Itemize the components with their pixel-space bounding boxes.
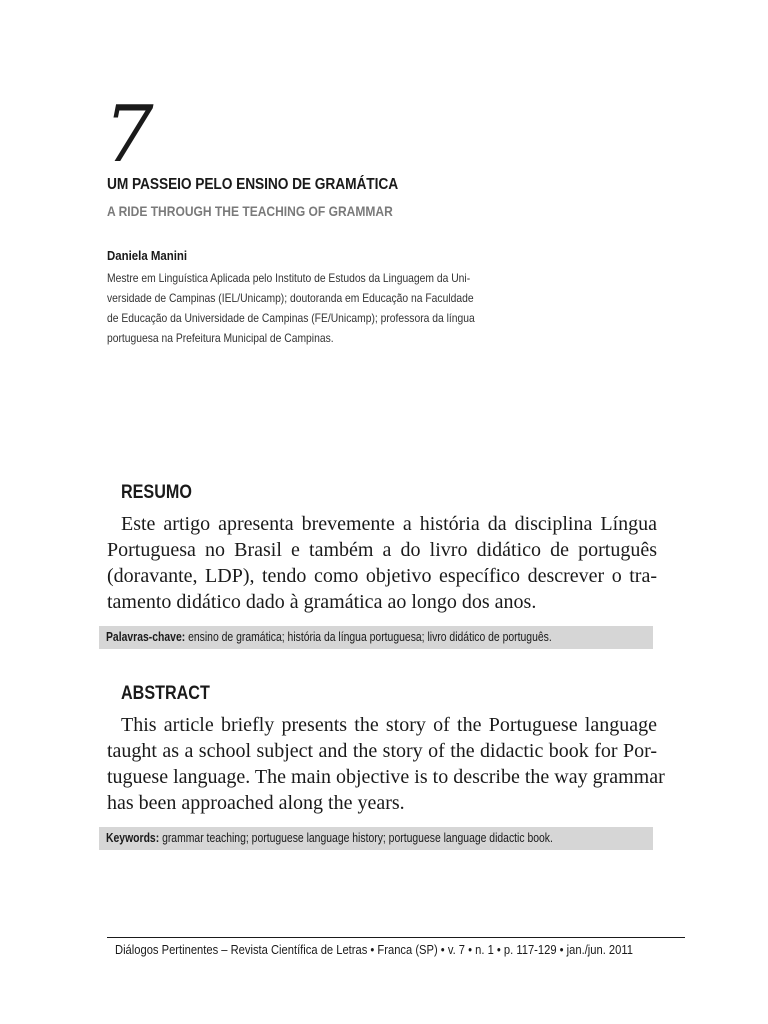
keywords-text: grammar teaching; portuguese language history; portuguese language didactic book. — [159, 830, 553, 845]
affiliation-line: versidade de Campinas (IEL/Unicamp); doutoranda em Educação na Faculdade — [107, 291, 474, 305]
resumo-heading: RESUMO — [121, 482, 192, 503]
palavras-chave-text: ensino de gramática; história da língua portuguesa; livro didático de português. — [185, 629, 552, 644]
resumo-line: Este artigo apresenta brevemente a história da disciplina Língua — [121, 513, 657, 535]
abstract-line: taught as a school subject and the story of the didactic book for Por- — [107, 740, 657, 762]
author-name: Daniela Manini — [107, 248, 188, 263]
abstract-line: tuguese language. The main objective is to describe the way grammar — [107, 766, 665, 788]
resumo-line: Portuguesa no Brasil e também a do livro didático de português — [107, 539, 657, 561]
resumo-line: tamento didático dado à gramática ao longo dos anos. — [107, 591, 537, 613]
author-affiliation — [107, 268, 511, 348]
resumo-line: (doravante, LDP), tendo como objetivo específico descrever o tra- — [107, 565, 657, 587]
keywords-label: Keywords: — [106, 830, 160, 845]
affiliation-line: Mestre em Linguística Aplicada pelo Instituto de Estudos da Linguagem da Uni- — [107, 271, 471, 285]
palavras-chave-label: Palavras-chave: — [106, 629, 186, 644]
palavras-chave-bar — [99, 626, 653, 649]
article-title-portuguese: UM PASSEIO PELO ENSINO DE GRAMÁTICA — [107, 176, 399, 193]
affiliation-line: de Educação da Universidade de Campinas (FE/Unicamp); professora da língua — [107, 311, 475, 325]
abstract-line: This article briefly presents the story of the Portuguese language — [121, 714, 657, 736]
footer-citation: Diálogos Pertinentes – Revista Científica de Letras • Franca (SP) • v. 7 • n. 1 • p. 117-129 • jan./jun. 2011 — [115, 942, 633, 957]
abstract-heading: ABSTRACT — [121, 683, 210, 704]
affiliation-line: portuguesa na Prefeitura Municipal de Campinas. — [107, 331, 334, 345]
abstract-body — [107, 712, 665, 816]
footer-divider — [107, 937, 685, 938]
keywords-bar — [99, 827, 653, 850]
article-title-english: A RIDE THROUGH THE TEACHING OF GRAMMAR — [107, 203, 393, 219]
abstract-line: has been approached along the years. — [107, 792, 405, 814]
resumo-body — [107, 511, 657, 615]
chapter-number: 7 — [104, 90, 154, 180]
